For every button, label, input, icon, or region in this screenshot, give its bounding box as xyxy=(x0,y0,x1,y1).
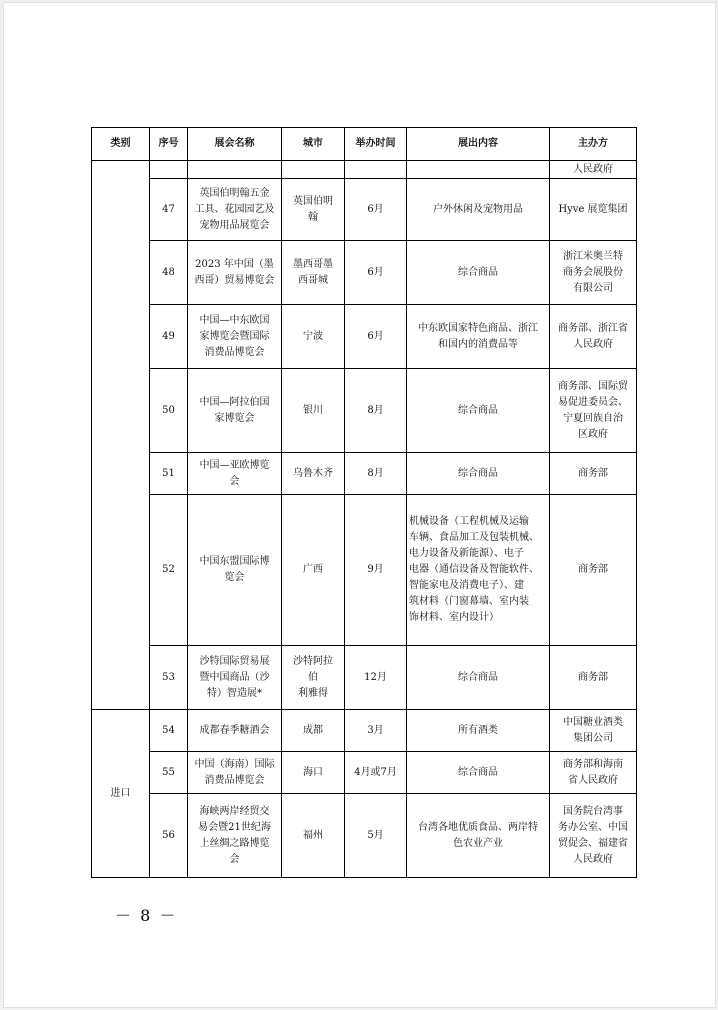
table-row xyxy=(92,794,637,878)
cell-time: 9月 xyxy=(345,495,407,646)
cell-city: 银川 xyxy=(282,369,345,453)
cell-city: 成都 xyxy=(282,710,345,752)
cell-index: 53 xyxy=(150,646,188,710)
cell-organizer: 商务部、国际贸 易促进委员会、 宁夏回族自治 区政府 xyxy=(550,369,637,453)
cell-city: 海口 xyxy=(282,752,345,794)
header-name: 展会名称 xyxy=(188,128,282,161)
cell-content: 综合商品 xyxy=(407,752,550,794)
cell-city: 墨西哥墨 西哥城 xyxy=(282,241,345,305)
cell-organizer: 人民政府 xyxy=(550,161,637,179)
table-row xyxy=(92,161,637,179)
cell-city: 广西 xyxy=(282,495,345,646)
cell-name: 中国东盟国际博 览会 xyxy=(188,495,282,646)
cell-organizer: 浙江米奥兰特 商务会展股份 有限公司 xyxy=(550,241,637,305)
table-row xyxy=(92,752,637,794)
cell-name: 中国（海南）国际 消费品博览会 xyxy=(188,752,282,794)
table-row xyxy=(92,241,637,305)
cell-time: 6月 xyxy=(345,241,407,305)
cell-city: 英国伯明 翰 xyxy=(282,179,345,241)
cell-content: 户外休闲及宠物用品 xyxy=(407,179,550,241)
cell-time: 8月 xyxy=(345,453,407,495)
cell-content: 综合商品 xyxy=(407,646,550,710)
category-cell-export xyxy=(92,161,150,710)
header-city: 城市 xyxy=(282,128,345,161)
cell-content: 机械设备（工程机械及运输 车辆、食品加工及包装机械、 电力设备及新能源）、电子 电器（通信设备及智能软件、 智能家电及消费电子）、建 筑材料（门窗幕墙、室内装 饰材料、室内设计） xyxy=(407,495,550,646)
cell-name: 中国—亚欧博览 会 xyxy=(188,453,282,495)
cell-organizer: 商务部 xyxy=(550,495,637,646)
table-header-row xyxy=(92,128,637,161)
table-row xyxy=(92,646,637,710)
cell-index: 52 xyxy=(150,495,188,646)
cell-index: 56 xyxy=(150,794,188,878)
cell-name: 中国—中东欧国 家博览会暨国际 消费品博览会 xyxy=(188,305,282,369)
cell-city: 福州 xyxy=(282,794,345,878)
expo-table xyxy=(91,127,637,878)
cell-time: 4月或7月 xyxy=(345,752,407,794)
cell-content: 台湾各地优质食品、两岸特 色农业产业 xyxy=(407,794,550,878)
cell-name: 中国—阿拉伯国 家博览会 xyxy=(188,369,282,453)
cell-content: 综合商品 xyxy=(407,241,550,305)
cell-organizer: 商务部、浙江省 人民政府 xyxy=(550,305,637,369)
header-time: 举办时间 xyxy=(345,128,407,161)
cell-time: 12月 xyxy=(345,646,407,710)
cell-name: 成都春季糖酒会 xyxy=(188,710,282,752)
cell-index: 48 xyxy=(150,241,188,305)
cell-content: 中东欧国家特色商品、浙江 和国内的消费品等 xyxy=(407,305,550,369)
cell-content: 所有酒类 xyxy=(407,710,550,752)
cell-index: 55 xyxy=(150,752,188,794)
cell-index: 51 xyxy=(150,453,188,495)
cell-organizer: 中国糖业酒类 集团公司 xyxy=(550,710,637,752)
cell-organizer: 国务院台湾事 务办公室、中国 贸促会、福建省 人民政府 xyxy=(550,794,637,878)
cell-time: 6月 xyxy=(345,179,407,241)
cell-content: 综合商品 xyxy=(407,369,550,453)
cell-organizer: 商务部和海南 省人民政府 xyxy=(550,752,637,794)
table-row xyxy=(92,495,637,646)
table-row xyxy=(92,305,637,369)
cell-index: 47 xyxy=(150,179,188,241)
cell-city: 乌鲁木齐 xyxy=(282,453,345,495)
cell-time: 6月 xyxy=(345,305,407,369)
header-index: 序号 xyxy=(150,128,188,161)
cell-organizer: Hyve 展览集团 xyxy=(550,179,637,241)
table-row xyxy=(92,710,637,752)
cell-name: 2023 年中国（墨 西哥）贸易博览会 xyxy=(188,241,282,305)
cell-index: 50 xyxy=(150,369,188,453)
header-organizer: 主办方 xyxy=(550,128,637,161)
header-content: 展出内容 xyxy=(407,128,550,161)
cell-content: 综合商品 xyxy=(407,453,550,495)
table-row xyxy=(92,453,637,495)
cell-name: 英国伯明翰五金 工具、花园园艺及 宠物用品展览会 xyxy=(188,179,282,241)
cell-city: 沙特阿拉 伯 利雅得 xyxy=(282,646,345,710)
cell-name: 沙特国际贸易展 暨中国商品（沙 特）智造展* xyxy=(188,646,282,710)
table-row xyxy=(92,179,637,241)
cell-organizer: 商务部 xyxy=(550,453,637,495)
cell-name: 海峡两岸经贸交 易会暨21世纪海 上丝绸之路博览 会 xyxy=(188,794,282,878)
cell-index: 54 xyxy=(150,710,188,752)
cell-organizer: 商务部 xyxy=(550,646,637,710)
cell-time: 5月 xyxy=(345,794,407,878)
cell-time: 8月 xyxy=(345,369,407,453)
page-number: － 8 － xyxy=(115,906,178,925)
cell-city: 宁波 xyxy=(282,305,345,369)
cell-index: 49 xyxy=(150,305,188,369)
table-row xyxy=(92,369,637,453)
header-category: 类别 xyxy=(92,128,150,161)
cell-time: 3月 xyxy=(345,710,407,752)
category-cell-import: 进口 xyxy=(92,710,150,878)
